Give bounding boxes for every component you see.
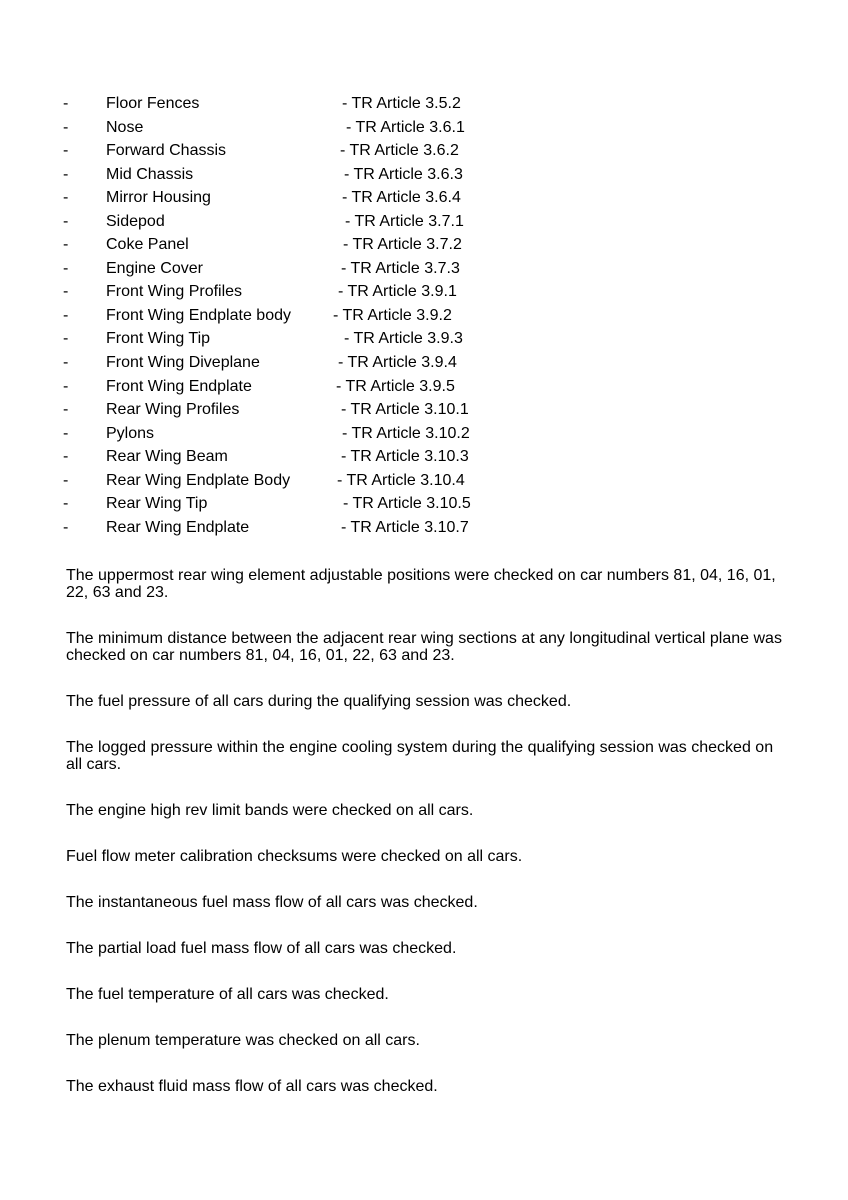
list-item (0, 375, 848, 399)
paragraph-instantaneous-flow: The instantaneous fuel mass flow of all cars was checked. (66, 894, 478, 911)
paragraph-plenum-temperature: The plenum temperature was checked on all cars. (66, 1032, 420, 1049)
paragraph-fuel-temperature: The fuel temperature of all cars was checked. (66, 986, 389, 1003)
list-item (0, 116, 848, 140)
list-item (0, 186, 848, 210)
list-dash: - (63, 377, 69, 395)
component-name: Rear Wing Tip (106, 495, 208, 513)
list-dash: - (63, 401, 69, 419)
component-name: Front Wing Endplate (106, 377, 252, 395)
paragraph-rear-wing-distance: The minimum distance between the adjacent rear wing sections at any longitudinal vertical plane was checked on car numbers 81, 04, 16, 01, 22, 63 and 23. (66, 630, 782, 664)
list-dash: - (63, 236, 69, 254)
paragraph-rear-wing-positions: The uppermost rear wing element adjustable positions were checked on car numbers 81, 04, 16, 01, 22, 63 and 23. (66, 567, 776, 601)
component-name: Pylons (106, 424, 155, 442)
list-dash: - (63, 95, 69, 112)
article-reference: - TR Article 3.10.1 (341, 401, 469, 419)
article-reference: - TR Article 3.5.2 (342, 95, 461, 112)
component-name: Rear Wing Endplate Body (106, 471, 291, 489)
component-name: Front Wing Endplate body (106, 306, 291, 324)
component-name: Sidepod (106, 212, 165, 230)
list-dash: - (63, 212, 69, 230)
list-item (0, 492, 848, 516)
paragraph-cooling-pressure: The logged pressure within the engine cooling system during the qualifying session was checked on all cars. (66, 739, 774, 773)
list-dash: - (63, 306, 69, 324)
list-dash: - (63, 118, 69, 136)
paragraph-fuel-flow-checksums: Fuel flow meter calibration checksums were checked on all cars. (66, 848, 523, 865)
list-dash: - (63, 448, 69, 466)
list-item (0, 304, 848, 328)
list-dash: - (63, 165, 69, 183)
component-name: Rear Wing Beam (106, 448, 228, 466)
list-dash: - (63, 259, 69, 277)
component-name: Floor Fences (106, 95, 200, 112)
article-reference: - TR Article 3.9.2 (333, 306, 452, 324)
list-item (0, 210, 848, 234)
paragraph-fuel-pressure: The fuel pressure of all cars during the qualifying session was checked. (66, 693, 572, 710)
component-list (0, 92, 848, 539)
article-reference: - TR Article 3.6.4 (342, 189, 461, 207)
list-item (0, 445, 848, 469)
list-dash: - (63, 518, 69, 536)
list-item (0, 163, 848, 187)
article-reference: - TR Article 3.6.2 (340, 142, 459, 160)
list-dash: - (63, 189, 69, 207)
list-dash: - (63, 495, 69, 513)
check-statements (66, 567, 786, 1124)
list-item (0, 233, 848, 257)
article-reference: - TR Article 3.9.5 (336, 377, 455, 395)
list-item (0, 280, 848, 304)
component-name: Rear Wing Profiles (106, 401, 240, 419)
article-reference: - TR Article 3.9.4 (338, 354, 457, 372)
list-item (0, 139, 848, 163)
list-dash: - (63, 424, 69, 442)
article-reference: - TR Article 3.9.1 (338, 283, 457, 301)
list-item (0, 351, 848, 375)
list-item (0, 398, 848, 422)
component-name: Front Wing Tip (106, 330, 211, 348)
list-dash: - (63, 283, 69, 301)
article-reference: - TR Article 3.7.2 (343, 236, 462, 254)
article-reference: - TR Article 3.6.3 (344, 165, 463, 183)
list-dash: - (63, 142, 69, 160)
article-reference: - TR Article 3.10.2 (342, 424, 470, 442)
list-dash: - (63, 354, 69, 372)
article-reference: - TR Article 3.10.4 (337, 471, 465, 489)
component-name: Rear Wing Endplate (106, 518, 250, 536)
paragraph-partial-load-flow: The partial load fuel mass flow of all cars was checked. (66, 940, 457, 957)
list-item (0, 257, 848, 281)
list-item (0, 92, 848, 116)
paragraph-exhaust-flow: The exhaust fluid mass flow of all cars was checked. (66, 1078, 438, 1095)
component-name: Forward Chassis (106, 142, 227, 160)
list-dash: - (63, 471, 69, 489)
list-item (0, 422, 848, 446)
article-reference: - TR Article 3.6.1 (346, 118, 465, 136)
component-name: Front Wing Profiles (106, 283, 243, 301)
article-reference: - TR Article 3.7.3 (341, 259, 460, 277)
list-item (0, 516, 848, 540)
article-reference: - TR Article 3.7.1 (345, 212, 464, 230)
list-item (0, 469, 848, 493)
article-reference: - TR Article 3.10.5 (343, 495, 471, 513)
component-name: Mid Chassis (106, 165, 194, 183)
article-reference: - TR Article 3.9.3 (344, 330, 463, 348)
component-name: Front Wing Diveplane (106, 354, 260, 372)
list-item (0, 327, 848, 351)
component-name: Mirror Housing (106, 189, 211, 207)
article-reference: - TR Article 3.10.7 (341, 518, 469, 536)
component-name: Nose (106, 118, 144, 136)
component-name: Coke Panel (106, 236, 189, 254)
paragraph-rev-limit: The engine high rev limit bands were checked on all cars. (66, 802, 474, 819)
list-dash: - (63, 330, 69, 348)
article-reference: - TR Article 3.10.3 (341, 448, 469, 466)
component-name: Engine Cover (106, 259, 203, 277)
